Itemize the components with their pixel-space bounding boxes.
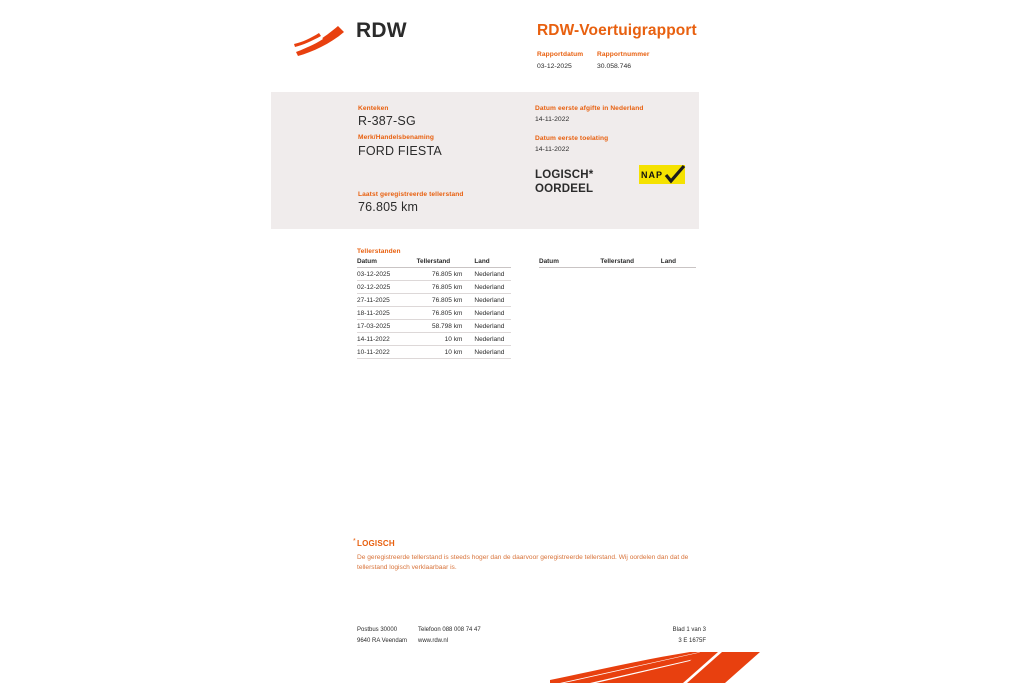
merk-label: Merk/Handelsbenaming bbox=[358, 134, 435, 141]
table-header-row bbox=[539, 258, 696, 268]
footer-page-number: Blad 1 van 3 bbox=[672, 627, 706, 633]
table-row bbox=[357, 307, 511, 320]
eerste-toelating-value: 14-11-2022 bbox=[535, 146, 570, 153]
tellerstanden-table-right bbox=[539, 258, 696, 268]
cell-datum: 17-03-2025 bbox=[357, 320, 411, 333]
vehicle-summary-panel bbox=[271, 92, 699, 229]
nap-badge-label: NAP bbox=[641, 169, 664, 180]
cell-tellerstand: 76.805 km bbox=[411, 268, 469, 281]
cell-datum: 14-11-2022 bbox=[357, 333, 411, 346]
brand-title: RDW bbox=[356, 19, 407, 42]
table-row bbox=[357, 268, 511, 281]
tellerstanden-table-left bbox=[357, 258, 511, 359]
oordeel-value: LOGISCH* OORDEEL bbox=[535, 169, 594, 195]
footer-contact bbox=[418, 625, 481, 647]
laatst-tellerstand-label: Laatst geregistreerde tellerstand bbox=[358, 191, 464, 198]
cell-tellerstand: 76.805 km bbox=[411, 281, 469, 294]
check-icon bbox=[663, 162, 687, 186]
footer-form-code: 3 E 1675F bbox=[678, 638, 706, 644]
cell-land: Nederland bbox=[468, 281, 511, 294]
col-header-tellerstand: Tellerstand bbox=[411, 258, 469, 268]
cell-land: Nederland bbox=[468, 333, 511, 346]
kenteken-label: Kenteken bbox=[358, 105, 389, 112]
cell-land: Nederland bbox=[468, 320, 511, 333]
cell-datum: 02-12-2025 bbox=[357, 281, 411, 294]
table-row bbox=[357, 281, 511, 294]
report-title: RDW-Voertuigrapport bbox=[537, 22, 697, 39]
footer-address bbox=[357, 625, 407, 647]
table-header-row bbox=[357, 258, 511, 268]
col-header-datum: Datum bbox=[357, 258, 411, 268]
cell-land: Nederland bbox=[468, 346, 511, 359]
footnote-asterisk: * bbox=[353, 538, 356, 545]
kenteken-value: R-387-SG bbox=[358, 114, 416, 128]
merk-value: FORD FIESTA bbox=[358, 144, 442, 158]
cell-datum: 27-11-2025 bbox=[357, 294, 411, 307]
cell-datum: 03-12-2025 bbox=[357, 268, 411, 281]
col-header-tellerstand: Tellerstand bbox=[594, 258, 654, 268]
cell-land: Nederland bbox=[468, 268, 511, 281]
footer-address-line2: 9640 RA Veendam bbox=[357, 638, 408, 644]
laatst-tellerstand-value: 76.805 km bbox=[358, 200, 419, 214]
eerste-toelating-label: Datum eerste toelating bbox=[535, 135, 609, 142]
cell-tellerstand: 58.798 km bbox=[411, 320, 469, 333]
cell-datum: 10-11-2022 bbox=[357, 346, 411, 359]
cell-tellerstand: 10 km bbox=[411, 333, 469, 346]
table-row bbox=[357, 294, 511, 307]
cell-land: Nederland bbox=[468, 307, 511, 320]
cell-tellerstand: 76.805 km bbox=[411, 294, 469, 307]
table-row bbox=[357, 346, 511, 359]
cell-tellerstand: 10 km bbox=[411, 346, 469, 359]
cell-datum: 18-11-2025 bbox=[357, 307, 411, 320]
eerste-afgifte-value: 14-11-2022 bbox=[535, 116, 570, 123]
footer-website[interactable]: www.rdw.nl bbox=[418, 638, 449, 644]
rdw-logo-icon bbox=[294, 24, 350, 58]
footnote-body: De geregistreerde tellerstand is steeds hoger dan de daarvoor geregistreerde tellerstand. Wij oordelen dan dat de tellerstand logisch verklaarbaar is. bbox=[357, 554, 689, 571]
eerste-afgifte-label: Datum eerste afgifte in Nederland bbox=[535, 105, 644, 112]
rapportnummer-value: 30.058.746 bbox=[597, 63, 632, 70]
cell-land: Nederland bbox=[468, 294, 511, 307]
footer-page-info bbox=[660, 625, 706, 647]
rapportdatum-label: Rapportdatum bbox=[537, 51, 584, 58]
col-header-land: Land bbox=[468, 258, 511, 268]
cell-tellerstand: 76.805 km bbox=[411, 307, 469, 320]
footer-address-line1: Postbus 30000 bbox=[357, 627, 398, 633]
footer-phone: Telefoon 088 008 74 47 bbox=[418, 627, 481, 633]
col-header-land: Land bbox=[655, 258, 696, 268]
table-row bbox=[357, 320, 511, 333]
table-row bbox=[357, 333, 511, 346]
rapportnummer-label: Rapportnummer bbox=[597, 51, 650, 58]
col-header-datum: Datum bbox=[539, 258, 594, 268]
rapportdatum-value: 03-12-2025 bbox=[537, 63, 572, 70]
footer-logo-icon bbox=[550, 652, 760, 683]
footnote-title: LOGISCH bbox=[357, 539, 395, 548]
tellerstanden-title: Tellerstanden bbox=[357, 248, 401, 255]
